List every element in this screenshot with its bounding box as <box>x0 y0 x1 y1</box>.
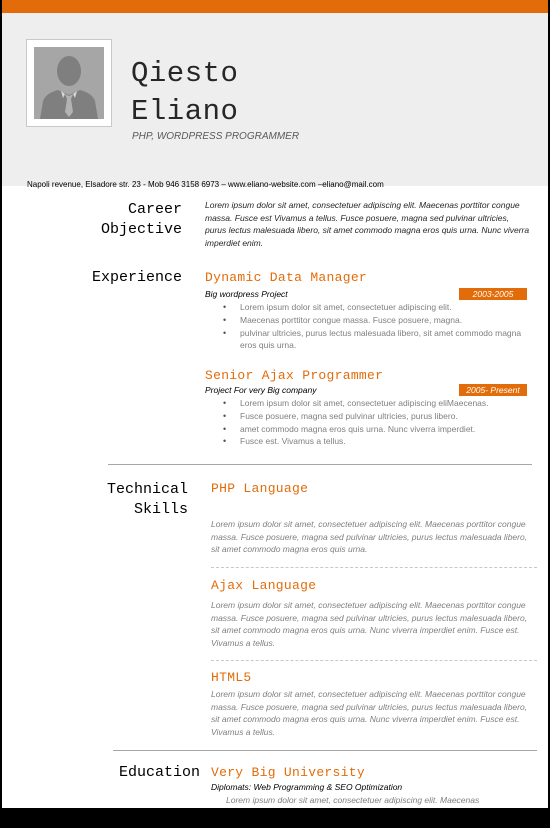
person-name <box>131 55 238 131</box>
section-label-experience: Experience <box>91 269 182 286</box>
education-description: Lorem ipsum dolor sit amet, consectetuer adipiscing elit. Maecenas <box>226 795 480 805</box>
job-title: Senior Ajax Programmer <box>205 368 384 383</box>
skills-label-1: Technical <box>106 481 188 498</box>
resume-header <box>2 13 548 189</box>
job-subtitle: PHP, WORDPRESS PROGRAMMER <box>132 131 300 142</box>
school-name: Very Big University <box>211 765 365 780</box>
diploma: Diplomats: Web Programming & SEO Optimization <box>211 782 403 792</box>
job-bullets <box>223 397 533 448</box>
career-label-1: Career <box>127 201 182 218</box>
skill-title: PHP Language <box>211 481 309 496</box>
skills-label-2: Skills <box>133 501 188 518</box>
career-label-2: Objective <box>100 221 182 238</box>
list-item: • Maecenas porttitor congue massa. Fusce posuere, magna. <box>223 314 523 327</box>
resume-page <box>2 0 548 808</box>
section-label-education: Education <box>118 764 200 781</box>
skill-description: Lorem ipsum dolor sit amet, consectetuer adipiscing elit. Maecenas porttitor congue massa. Fusce posuere, magna sed pulvinar ultricies, purus lectus malesuada libero, sit amet commodo magna eros quis urna. Nunc viverra imperdiet enim. Fusce est. Vivamus a tellus. <box>211 689 528 737</box>
profile-photo-frame <box>26 39 112 127</box>
name-first: Qiesto <box>131 57 239 90</box>
skill-divider <box>211 660 537 661</box>
career-objective-text: Lorem ipsum dolor sit amet, consectetuer adipiscing elit. Maecenas porttitor congue massa. Fusce est Vivamus a tellus. Fusce posuere, magna sed pulvinar ultricies, purus lectus malesuada libero, sit amet commodo magna eros quis urna. Nunc viverra imperdiet enim. <box>205 200 530 248</box>
list-item: • Fusce est. Vivamus a tellus. <box>223 435 533 448</box>
skill-title: Ajax Language <box>211 578 317 593</box>
profile-photo <box>34 47 104 119</box>
accent-top-bar <box>2 0 548 13</box>
skill-divider <box>211 567 537 568</box>
name-last: Eliano <box>131 95 239 128</box>
list-item: • Fusce posuere, magna sed pulvinar ultricies, purus libero. <box>223 410 533 423</box>
list-item: • Lorem ipsum dolor sit amet, consectetuer adipiscing eliMaecenas. <box>223 397 533 410</box>
list-item: • Lorem ipsum dolor sit amet, consectetuer adipiscing elit. <box>223 301 523 314</box>
list-item: • amet commodo magna eros quis urna. Nunc viverra imperdiet. <box>223 423 533 436</box>
skill-title: HTML5 <box>211 670 252 685</box>
job-bullets <box>223 301 523 352</box>
job-dates-badge: 2003-2005 <box>459 288 527 300</box>
job-project: Project For very Big company <box>205 385 317 395</box>
section-divider <box>113 750 537 751</box>
contact-line: Napoli revenue, Elsadore str. 23 - Mob 946 3158 6973 – www.eliano-website.com –eliano@mail.com <box>27 180 384 189</box>
person-silhouette-icon <box>34 47 104 119</box>
section-divider <box>108 464 532 465</box>
job-project: Big wordpress Project <box>205 289 288 299</box>
skill-description: Lorem ipsum dolor sit amet, consectetuer adipiscing elit. Maecenas porttitor congue massa. Fusce posuere, magna sed pulvinar ultricies, purus lectus malesuada libero, sit amet commodo magna eros quis urna. Nunc viverra imperdiet enim. Fusce est. Vivamus a tellus. <box>211 600 528 648</box>
skill-description: Lorem ipsum dolor sit amet, consectetuer adipiscing elit. Maecenas porttitor congue massa. Fusce posuere, magna sed pulvinar ultricies, purus lectus malesuada libero, sit amet commodo magna eros quis urna. <box>211 519 528 554</box>
section-label-career <box>42 200 182 240</box>
job-dates-badge: 2005- Present <box>459 384 527 396</box>
job-title: Dynamic Data Manager <box>205 270 368 285</box>
list-item: • pulvinar ultricies, purus lectus malesuada libero, sit amet commodo magna eros quis urna. <box>223 327 523 353</box>
section-label-skills <box>42 480 188 520</box>
